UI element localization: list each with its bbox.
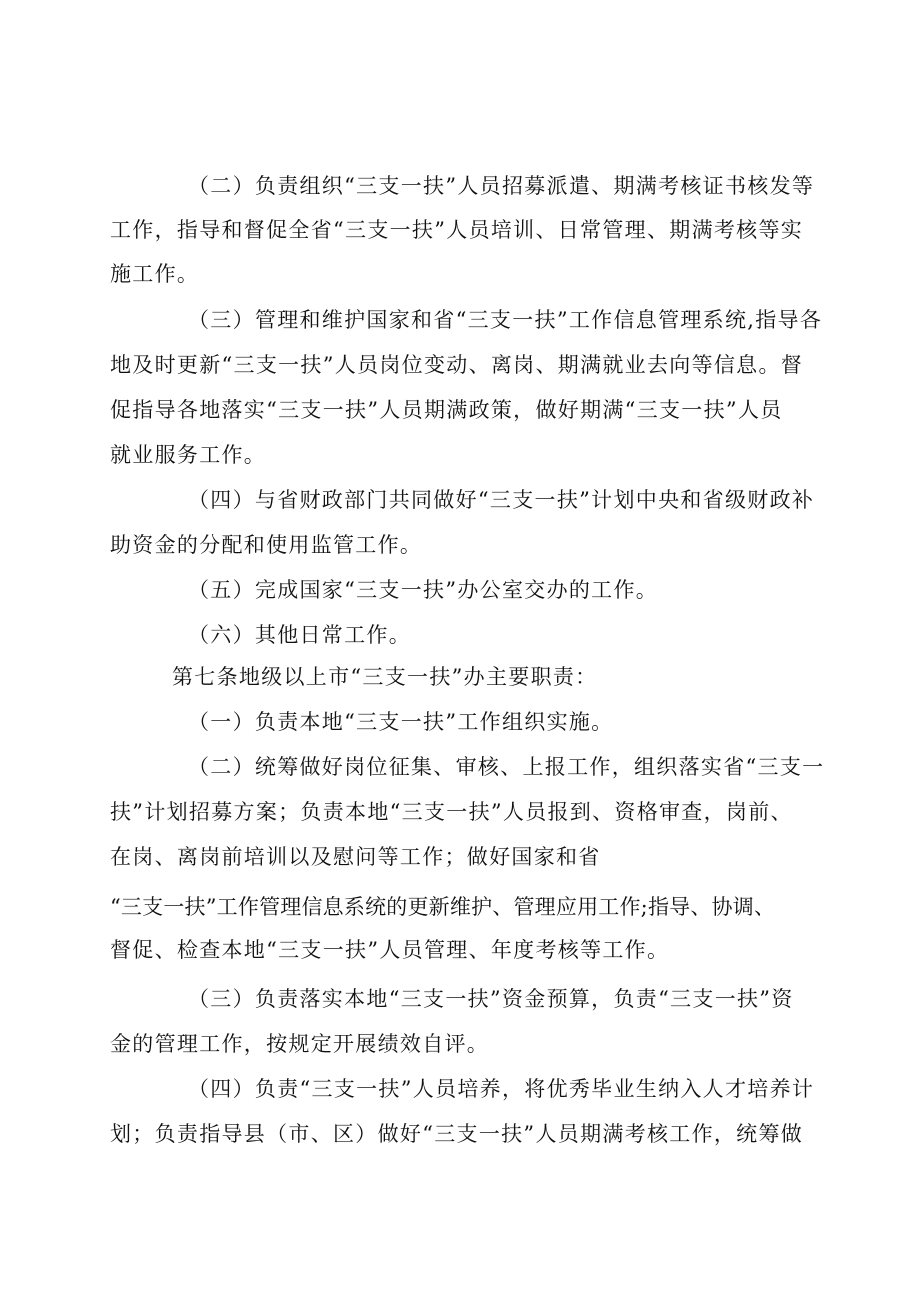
paragraph-line: 促指导各地落实“三支一扶”人员期满政策，做好期满“三支一扶”人员 xyxy=(110,398,783,422)
paragraph-line: （三）负责落实本地“三支一扶”资金预算，负责“三支一扶”资 xyxy=(188,987,794,1011)
paragraph-line: （六）其他日常工作。 xyxy=(188,623,411,647)
paragraph-line: （四）与省财政部门共同做好“三支一扶”计划中央和省级财政补 xyxy=(188,488,815,512)
paragraph-line: 划；负责指导县（市、区）做好“三支一扶”人员期满考核工作，统筹做 xyxy=(110,1122,804,1146)
paragraph-line: 助资金的分配和使用监管工作。 xyxy=(110,533,423,557)
paragraph-line: 施工作。 xyxy=(110,262,200,286)
paragraph-line: （三）管理和维护国家和省“三支一扶”工作信息管理系统,指导各 xyxy=(188,308,823,332)
paragraph-line: 扶”计划招募方案；负责本地“三支一扶”人员报到、资格审查，岗前、 xyxy=(110,800,793,824)
paragraph-line: 督促、检查本地“三支一扶”人员管理、年度考核等工作。 xyxy=(110,938,670,962)
paragraph-line: （二）负责组织“三支一扶”人员招募派遣、期满考核证书核发等 xyxy=(188,174,815,198)
paragraph-line: （一）负责本地“三支一扶”工作组织实施。 xyxy=(188,710,614,734)
paragraph-line: 就业服务工作。 xyxy=(110,443,267,467)
paragraph-line: 在岗、离岗前培训以及慰问等工作；做好国家和省 xyxy=(110,845,601,869)
paragraph-line: “三支一扶”工作管理信息系统的更新维护、管理应用工作;指导、协调、 xyxy=(110,895,776,919)
paragraph-line: 金的管理工作，按规定开展绩效自评。 xyxy=(110,1032,490,1056)
paragraph-line: 工作，指导和督促全省“三支一扶”人员培训、日常管理、期满考核等实 xyxy=(110,218,804,242)
paragraph-line: （五）完成国家“三支一扶”办公室交办的工作。 xyxy=(188,578,659,602)
paragraph-line: 地及时更新“三支一扶”人员岗位变动、离岗、期满就业去向等信息。督 xyxy=(110,353,804,377)
paragraph-line: （四）负责“三支一扶”人员培养，将优秀毕业生纳入人才培养计 xyxy=(188,1077,815,1101)
paragraph-line: （二）统筹做好岗位征集、审核、上报工作，组织落实省“三支一 xyxy=(188,755,825,779)
section-heading: 第七条地级以上市“三支一扶”办主要职责： xyxy=(172,665,598,689)
